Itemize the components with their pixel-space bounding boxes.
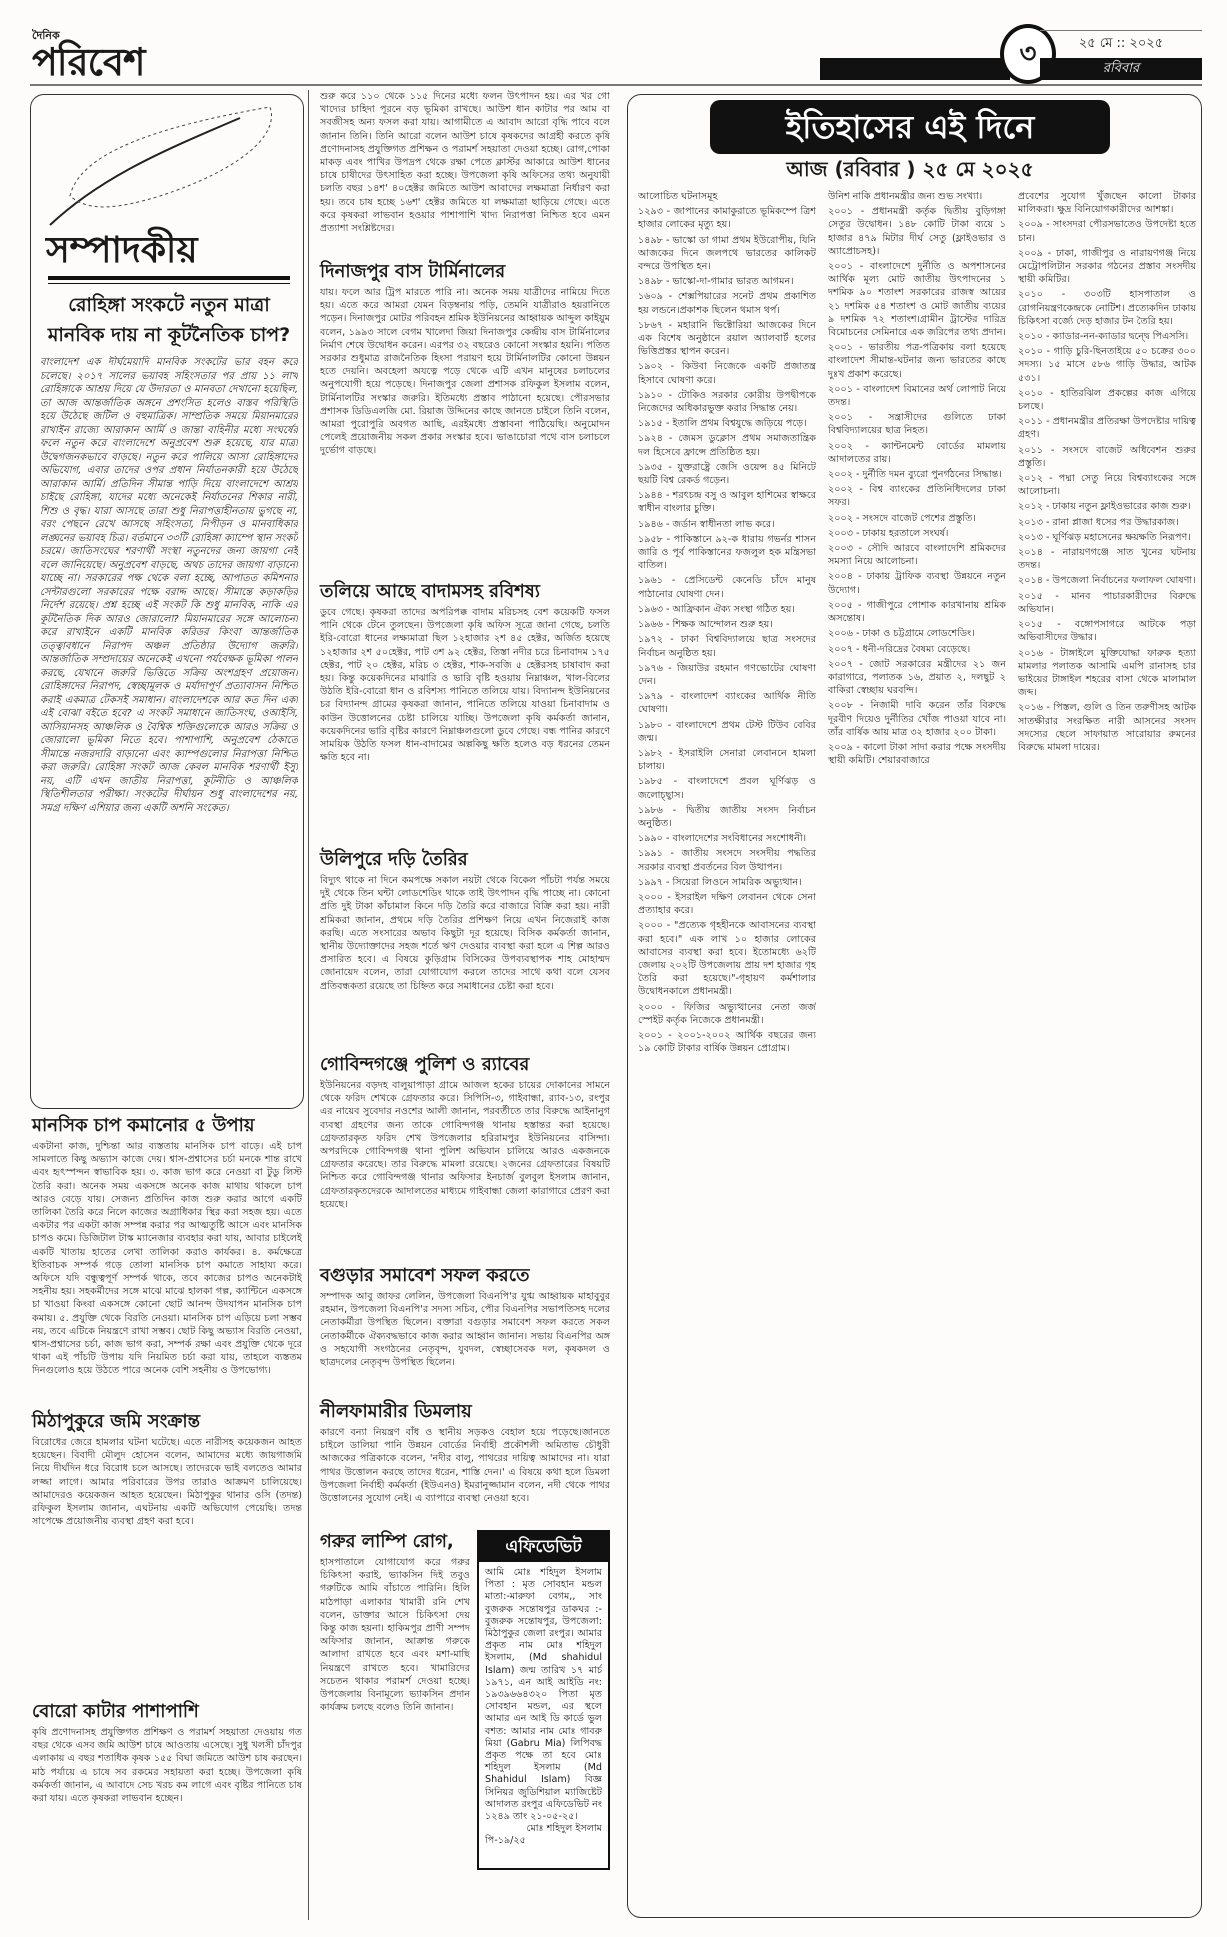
history-event: ২০০২ - সংসদে বাজেট পেশের প্রস্তুতি। [828,512,976,524]
history-event: ২০১৪ - নারায়ণগঞ্জে সাত খুনের ঘটনায় তদন্ত। [1018,547,1196,572]
history-event: ১৯৬৬ - শিক্ষক আন্দোলন শুরু হয়। [638,619,773,631]
history-event: ১৯১৫ - ইতালি প্রথম বিশ্বযুদ্ধে জড়িয়ে পড়ে। [638,418,807,430]
history-event: ১৪৯৮ - ভাস্কো-দা-গামার ভারত আগমন। [638,276,794,288]
history-event: আলোচিত ঘটনাসমূহ [638,191,718,202]
history-event: ২০০৭ - ধনী-দরিদ্রের বৈষম্য বেড়েছে। [828,643,971,655]
history-column [1018,190,1196,1906]
history-event: ১৯৭২ - ঢাকা বিশ্ববিদ্যালয়ে ছাত্র সংসদের নির্বাচন অনুষ্ঠিত হয়। [638,634,816,659]
article-body: বিরোধের জেরে হামলার ঘটনা ঘটেছে। এতে নারীসহ কয়েকজন আহত হয়েছেন। বিবাদী মৌলুদ হোসেন বলেন, আমাদের মধ্যে জায়গাজমি নিয়ে দীর্ঘদিন ধরে বিরোধ চলে আসছে। তাদেরকে ভাই বলতেও আমার লজ্জা লাগে। আমার পরিবারের উপর তারাও আক্রমণ চালিয়েছে। আমাদেরও কয়েকজন আহত হয়েছেন। মিঠাপুকুর থানার ওসি (তদন্ত) রফিকুল ইসলাম জানান, এঘটনায় একটি অভিযোগ পেয়েছি। তদন্ত সাপেক্ষে প্রয়োজনীয় ব্যবস্থা গ্রহণ করা হবে। [32,1437,302,1528]
editorial-rule [48,276,290,280]
history-event: ১৯৪৪ - শরৎচন্দ্র বসু ও আবুল হাশিমের স্বাক্ষরে স্বাধীন বাংলার চুক্তি। [638,490,816,515]
history-event: ১৬০৯ - শেক্সপিয়ারের সনেট প্রথম প্রকাশিত হয় লন্ডনে।প্রকাশক ছিলেন থমাস থর্প। [638,291,816,316]
history-event: ২০০৬ - ঢাকা ও চট্টগ্রামে লোডশেডিং। [828,628,975,640]
logo-title: পরিবেশ [32,39,145,84]
article-title: নীলফামারীর ডিমলায় [320,1401,472,1422]
history-event: ২০১৬ - টাঙ্গাইলে মুক্তিযোদ্ধা ফারুক হত্যা মামলার পলাতক আসামি এমপি রানাসহ চার ভাইয়ের টাঙ্গাইল শহরের বাসা থেকে মালামাল জব্দ। [1018,647,1196,699]
history-event: ১৯৩৫ - যুক্তরাষ্ট্রে জেসি ওয়েন্স ৪৫ মিনিটে ছয়টি বিশ্ব রেকর্ড গড়েন। [638,461,816,487]
feather-quill-icon [40,100,290,230]
history-event: ১৯৬১ - প্রেসিডেন্ট কেনেডি চাঁদে মানুষ পাঠানোর ঘোষণা দেন। [638,575,816,600]
history-event: ২০১০ - ৩০৩টি হাসপাতাল ও রোগনিয়ন্ত্রণকেন্দ্রকে নোটিশ। প্রত্যেকদিন ঢাকায় চিকিৎসা বর্জ্যে দেড় হাজার টন তৈরি হয়। [1018,289,1196,327]
history-event: ১৯২৪ - জেমস ডুক্লোস প্রথম সমাজতান্ত্রিক দল হিসেবে ফ্রান্সে প্রতিষ্ঠিত হয়। [638,433,816,458]
history-event: ২০০৯ - সাংসদরা পৌরসভাতেও উপদেষ্টা হতে চান। [1018,219,1196,244]
history-event: ২০০৪ - ঢাকায় ট্রাফিক ব্যবস্থা উন্নয়নে নতুন উদ্যোগ। [828,571,1006,596]
history-event: ২০০১ - বাংলাদেশ বিমানের অর্থ লোপাট নিয়ে তদন্ত। [828,383,1006,409]
history-column [638,190,816,1906]
article-title: উলিপুরে দড়ি তৈরির [320,849,468,870]
history-event: ২০০৯ - কালো টাকা সাদা করার পক্ষে সংসদীয় স্থায়ী কমিটি। শেয়ারবাজারে [828,741,1006,767]
editorial-body: বাংলাদেশ এক দীর্ঘমেয়াদি মানবিক সংকটের ভার বহন করে চলেছে। ২০১৭ সালের ভয়াবহ সহিংসতার পর প্রায় ১১ লাখ রোহিঙ্গাকে আশ্রয় দিয়ে যে উদারতা ও মানবতা দেখানো হয়েছিল, তা আজ আন্তর্জাতিক অঙ্গনে প্রশংসিত হলেও বাস্তব পরিস্থিতি হয়ে উঠেছে জটিল ও বহুমাত্রিক। সাম্প্রতিক সময়ে মিয়ানমারের রাখাইন রাজ্যে আরাকান আর্মি ও জান্তা বাহিনীর মধ্যে সংঘর্ষের ফলে নতুন করে বাংলাদেশে অনুপ্রবেশ শুরু হয়েছে, যার মাত্রা উদ্বেগজনকভাবে বাড়ছে। নতুন করে পালিয়ে আসা রোহিঙ্গাদের অভিযোগ, এবার তাদের ওপর প্রধান নির্যাতনকারী হয়ে উঠেছে আরাকান আর্মি। প্রতিদিন সীমান্ত পাড়ি দিয়ে বাংলাদেশে আশ্রয় চাইছে রোহিঙ্গা, যাদের মধ্যে অনেকেই নির্যাতনের শিকার নারী, শিশু ও বৃদ্ধ। যারা আসছে তারা শুধু নিরাপত্তাহীনতায় ভুগছে না, বরং পেছনে রেখে আসছে সহিংসতা, নিপীড়ন ও মানবাধিকার লঙ্ঘনের ভয়াবহ চিত্র। বর্তমানে ৩৩টি রোহিঙ্গা ক্যাম্পে স্থান সংকট চরমে। জাতিসংঘের শরণার্থী সংস্থা নতুনদের জন্য জায়গা নেই বলে জানিয়েছে। অনুপ্রবেশ বাড়ছে, অথচ তাদের জায়গা বাড়ানো যাচ্ছে না। সরকারের পক্ষ থেকে বলা হচ্ছে, আপাতত কমিশনার সেন্টারগুলো সরকারের পক্ষে বরাদ্দ আছে। সীমান্তে কড়াকড়ির নির্দেশ রয়েছে। প্রশ্ন হচ্ছে এই সংকট কি শুধু মানবিক, নাকি এর কূটনৈতিক দিক আরও জোরালো? মিয়ানমারের সঙ্গে আলোচনা করে রাখাইনে একটি মানবিক করিডর কিংবা আন্তর্জাতিক তত্ত্বাবধানে নিরাপদ অঞ্চল প্রতিষ্ঠার উদ্যোগ জরুরি। আন্তর্জাতিক সম্প্রদায়ের অনেকেই এখনো পর্যবেক্ষক ভূমিকা পালন করছে, যেখানে জরুরি ভিত্তিতে সক্রিয় অংশগ্রহণ প্রয়োজন। রোহিঙ্গাদের নিরাপদ, স্বেচ্ছামূলক ও মর্যাদাপূর্ণ প্রত্যাবাসন নিশ্চিত করাই একমাত্র টেকসই সমাধান। বাংলাদেশকে আর কত দিন একা এই বোঝা বইতে হবে? এ সংকট সমাধানে জাতিসংঘ, ওআইসি, আসিয়ানসহ আঞ্চলিক ও বৈশ্বিক শক্তিগুলোকে আরও সক্রিয় ও জোরালো ভূমিকা নিতে হবে। পাশাপাশি, অনুপ্রবেশ ঠেকাতে সীমান্তে নজরদারি বাড়ানো এবং ক্যাম্পগুলোর নিরাপত্তা নিশ্চিত করা জরুরি। রোহিঙ্গা সংকট আজ কেবল মানবিক শরণার্থী ইস্যু নয়, এটি এখন জাতীয় নিরাপত্তা, কূটনীতি ও আঞ্চলিক স্থিতিশীলতার পরীক্ষা। সংকটের দীর্ঘায়ন শুধু বাংলাদেশের নয়, সমগ্র দক্ষিণ এশিয়ার জন্য একটি অশনি সংকেত। [40,357,298,814]
history-event: ১৯৮০ - বাংলাদেশে প্রথম টেস্ট টিউব বেবির জন্ম। [638,719,816,744]
history-event: ২০১২ - ঢাকায় নতুন ফ্লাইওভারের কাজ শুরু। [1018,501,1191,513]
history-event: ২০০১ - বাংলাদেশে দুর্নীতি ও অপশাসনের আর্থিক মূল্য মোট জাতীয় উৎপাদনের ১ দশমিক ৯০ শতাংশ সরকারের রাজস্ব আয়ের ২১ দশমিক ৫৪ শতাংশ ও মোট জাতীয় ব্যয়ের ৯ দশমিক ৭২ শতাংশ।গ্রামীন ট্রাস্টের দারিদ্র বিমোচনের সেমিনারে এক জরিপের তথ্য প্রদান। [828,261,1006,339]
history-event: ২০০১ - প্রধানমন্ত্রী কর্তৃক দ্বিতীয় বুড়িগঙ্গা সেতুর উদ্বোধন। ১৪৮ কোটি টাকা ব্যয়ে ১ হাজার ৪৭৯ মিটার দীর্ঘ সেতু (ফ্লাইওভার ও অ্যাপ্রোচসহ)। [828,206,1006,257]
history-event: ১৯৬৩ - আফ্রিকান ঐক্য সংস্থা গঠিত হয়। [638,603,795,615]
affidavit-body: আমি মোঃ শহিদুল ইসলাম পিতা : মৃত সোবহান মন্ডল মাতা:-মারুফা বেগম,, সাং বুজরুক সন্তোষপুর ডাকঘর :- বুজরুক সন্তোষপুর, উপজেলা: মিঠাপুকুর জেলা রংপুর। আমার প্রকৃত নাম মোঃ শহিদুল ইসলাম, (Md shahidul Islam) জন্ম তারিখ ১৭ মার্চ ১৯৭১, এন আই আইডি নং: ১৯৩৯৬৬৪৩২০ পিতা মৃত সোবহান মন্ডল, এর স্থলে আমার এন আই ডি কার্ডে ভুল বশত: আমার নাম মোঃ গাবরু মিয়া (Gabru Mia) লিপিবদ্ধ প্রকৃত পক্ষে তা হবে মোঃ শহিদুল ইসলাম (Md Shahidul Islam) বিজ্ঞ সিনিয়র জুডিশিয়াল ম্যাজিষ্টেট আদালত রংপুর এফিডেভিট নং ১২৪৯ তাং ২১-০৫-২৫। [485,1567,602,1823]
article-body: ডুবে গেছে। কৃষকরা তাদের অপরিপক্ক বাদাম মরিচসহ বেশ কয়েকটি ফসল পানি থেকে টেনে তুলছেন। উপজেলা কৃষি অফিস সূত্রে জানা গেছে, চলতি ইরি-বোরো ধানের লক্ষ্যমাত্রা ছিল ১২হাজার ২শ ৪৫ হেক্টর, অর্জিত হয়েছে ১২হাজার ২শ ৫০হেক্টর, পাট ৩শ ৯২ হেক্টর, তিস্তা নদীর চরে চিনাবাদম ১৭৫ হেক্টর, পাট ২০ হেক্টর, মরিচ ৩ হেক্টর, শাক-সবজি ৫ হেক্টরসহ চাষাবাদ করা হয়। কিন্তু কয়েকদিনের মাঝারি ও ভারি বৃষ্টি হওয়ায় নিম্নাঞ্চল, খাল-বিলের উঠতি ইরি-বোরো ধান ও রবিশস্য পানিতে তলিয়ে যায়। বিদ্যানন্দ ইউনিয়নের চর বিদ্যানন্দ গ্রামের কৃষকরা জানান, পানিতে তলিয়ে যাওয়া চিনাবাদাম ও কাউন উত্তোলনের চেষ্টা চালিয়ে যাচ্ছি। উপজেলা কৃষি কর্মকর্তা জানান, কয়েকদিনের ভারি বৃষ্টির কারণে নিম্নাঞ্চলগুলো ডুবে গেছে। বন্ধ পানির কারণে সাময়িক উঠতি ফসল ধান-বাদামের অল্পকিছু ক্ষতি হলেও বড় ধরনের তেমন ক্ষতি হবে না। [320,607,610,764]
article-body: হাসপাতালে যোগাযোগ করে গরুর চিকিৎসা করাই, ভ্যাকসিন দিই তবুও গরুটিকে আমি বাঁচাতে পারিনি। হিলি মাঠপাড়া এলাকার খামারী রনি শেখ বলেন, ডাক্তার আসে চিকিৎসা দেয় কিন্তু কাজ হয়না। হাকিমপুর প্রাণী সম্পদ অফিসার জানান, আক্রান্ত গরুকে আলাদা রাখতে হবে এবং মশা-মাছি নিয়ন্ত্রণে রাখতে হবে। খামারিদের সচেতন থাকার পরামর্শ দেওয়া হচ্ছে। উপজেলায় বিনামূল্যে ভ্যাকসিন প্রদান কার্যক্রম চলছে বলেও তিনি জানান। [320,1557,470,1714]
history-event: ১৪৯৮ - ভাস্কো ডা গামা প্রথম ইউরোপীয়, যিনি আজকের দিনে জলপথে ভারতের কালিকট বন্দরে উপস্থিত হন। [638,234,816,273]
history-event: ২০১৪ - উপজেলা নির্বাচনের ফলাফল ঘোষণা। [1018,575,1196,587]
affidavit-box [477,1530,610,1870]
column-divider [308,90,309,1920]
article-title: গোবিন্দগঞ্জে পুলিশ ও র‍্যাবের [320,1054,530,1075]
logo-small-text: দৈনিক [32,29,60,42]
page-number-bar [820,58,1010,80]
history-event: ২০১৫ - মানব পাচারকারীদের বিরুদ্ধে অভিযান। [1018,590,1196,615]
history-event: ২০০১ - সন্ত্রাসীদের গুলিতে ঢাকা বিশ্ববিদ্যালয়ের ছাত্র নিহত। [828,412,1006,437]
history-subtitle: আজ (রবিবার ) ২৫ মে ২০২৫ [786,157,1034,181]
history-event: ২০১৩ - ঘূর্ণিঝড় মহাসেনের ক্ষয়ক্ষতি নিরূপণ। [1018,531,1191,543]
history-event: ২০০২ - দুর্নীতি দমন ব্যুরো পুনর্গঠনের সিদ্ধান্ত। [828,469,1002,481]
history-event: ১৯৮৫ - বাংলাদেশে প্রবল ঘূর্ণিঝড় ও জলোচ্ছ্বাস। [638,776,816,801]
article-title: মিঠাপুকুরে জমি সংক্রান্ত [32,1411,201,1432]
page-number: ৩ [1000,24,1056,84]
article-title: বোরো কাটার পাশাপাশি [32,1701,199,1722]
history-event: ১৯৪৬ - জর্ডান স্বাধীনতা লাভ করে। [638,518,775,530]
history-event: ২০১৫ - বঙ্গোপসাগরে আটকে পড়া অভিবাসীদের উদ্ধার। [1018,619,1196,644]
history-event: প্রবেশের সুযোগ খুঁজছেন কালো টাকার মালিকরা। ক্ষুদ্র বিনিয়োগকারীদের আশঙ্কা। [1018,191,1196,216]
history-column [828,190,1006,1906]
history-event: ১৯৫৮ - পাকিস্তানে ৯২-ক ধারায় গভর্নর শাসন জারি ও পূর্ব পাকিস্তানের ফজলুল হক মন্ত্রিসভা বাতিল। [638,533,816,572]
editorial-rule-thin [48,283,290,284]
history-event: ১৯৯৭ - সিয়েরা লিওনে সামরিক অভ্যুত্থান। [638,876,802,888]
issue-date: ২৫ মে :: ২০২৫ [1040,30,1202,53]
article-body: কারণে বন্যা নিয়ন্ত্রণ বাঁধ ও স্থানীয় সড়কও বেহাল হয়ে পড়েছে।জানতে চাইলে ডালিয়া পানি উন্নয়ন বোর্ডের নির্বাহী প্রকৌশলী অমিতাভ চৌধুরী আজকের পত্রিকাকে বলেন, 'নদীর বালু, পাথরের দায়িত্ব আমাদের না। যারা পাথর উত্তোলন করছে তাদের ধরেন, শাস্তি দেন।' এ বিষয়ে কথা হলে ডিমলা উপজেলা নির্বাহী কর্মকর্তা (ইউএনও) ইমরানুজ্জামান বলেন, নদী থেকে পাথর উত্তোলনের সুযোগ নেই। এ ব্যাপারে ব্যবস্থা নেওয়া হবে। [320,1427,610,1505]
article-title: দিনাজপুর বাস টার্মিনালের [320,261,506,282]
history-event: ২০১০ - গাড়ি চুরি-ছিনতাইয়ে ৫০ চক্রের ৩০০ সদস্য। ১৫ মাসে ৫৮৬ গাড়ি উদ্ধার, আটক ৫৩১। [1018,346,1196,384]
history-title: ইতিহাসের এই দিনে [710,100,1110,154]
history-event: ১২৯৩ - জাপানের কামাকুরাতে ভূমিকম্পে ত্রিশ হাজার লোকের মৃত্যু হয়। [638,206,816,231]
article-body: ইউনিয়নের বড়দহ বালুয়াপাড়া গ্রামে আজল হকের চায়ের দোকানের সামনে থেকে ফরিদ শেখকে গ্রেফতার করে। সিপিসি-৩, গাইবান্ধা, র‍্যাব-১৩, রংপুর এর নায়েব সুবেদার নওশের আলী জানান, পরবর্তীতে তার বিরুদ্ধে আইনানুগ ব্যবস্থা গ্রহণের জন্য তাকে গোবিন্দগঞ্জ থানায় হস্তান্তর করা হয়েছে। গ্রেফতারকৃত ফরিদ শেখ উপজেলার হরিরামপুর ইউনিয়নের বাসিন্দা। অপরদিকে গোবিন্দগঞ্জ থানা পুলিশ অভিযান চালিয়ে আরও একজনকে গ্রেফতার করেছে। তার বিরুদ্ধে মামলা রয়েছে। ২জনের গ্রেফতারের বিষয়টি নিশ্চিত করে গোবিন্দগঞ্জ থানার অফিসার ইনচার্জ বুলবুল ইসলাম জানান, গ্রেফতারকৃতদেরকে আদালতের মাধ্যমে গাইবান্ধা জেলা কারাগারে প্রেরণ করা হয়েছে। [320,1080,610,1210]
history-event: ১৯৯০ - বাংলাদেশের সংবিধানের সংশোধনী। [638,833,807,845]
history-event: ১৯৭৯ - বাংলাদেশ ব্যাংকের আর্থিক নীতি ঘোষণা। [638,691,816,716]
history-event: ২০১৬ - পিস্তল, গুলি ও তিন তরুণীসহ আটক সাতক্ষীরার সংরক্ষিত নারী আসনের সংসদ সদস্যের ছেলে সাফায়াত সারোয়ার রুমনের বিরুদ্ধে মামলা দায়ের। [1018,702,1196,753]
history-event: ২০১১ - প্রধানমন্ত্রীর প্রতিরক্ষা উপদেষ্টার দায়িত্ব গ্রহণ। [1018,416,1196,441]
history-event: ২০১২ - পদ্মা সেতু নিয়ে বিশ্বব্যাংকের সঙ্গে আলোচনা। [1018,473,1196,498]
article-body: সম্পাদক আবু জাফর লেলিন, উপজেলা বিএনপি'র যুগ্ম আহ্বায়ক মাহাবুবুর রহমান, উপজেলা বিএনপি'র সদস্য সচিব, পৌর বিএনপির সভাপতিসহ দলের নেতাকর্মীরা উপস্থিত ছিলেন। বক্তারা বগুড়ার সমাবেশ সফল করতে সকল নেতাকর্মীকে ঐক্যবদ্ধভাবে কাজ করার আহ্বান জানান। সভায় বিএনপির অঙ্গ ও সহযোগী সংগঠনের নেতৃবৃন্দ, যুবদল, স্বেচ্ছাসেবক দল, কৃষকদল ও ছাত্রদলের নেতৃবৃন্দ উপস্থিত ছিলেন। [320,1291,610,1369]
history-event: ২০০০ - ইসরাইল দক্ষিণ লেবানন থেকে সেনা প্রত্যাহার করে। [638,891,816,917]
history-event: ২০১১ - সংসদে বাজেট অধিবেশন শুরুর প্রস্তুতি। [1018,444,1196,469]
history-event: ১৯৮৬ - দ্বিতীয় জাতীয় সংসদ নির্বাচন অনুষ্ঠিত। [638,804,816,829]
article-title: বগুড়ার সমাবেশ সফল করতে [320,1265,530,1286]
affidavit-signature: মোঃ শহিদুল ইসলাম [526,1823,602,1835]
history-event: ২০১০ - হাতিরঝিল প্রকল্পের কাজ এগিয়ে চলছে। [1018,387,1196,413]
article-body: শুরু করে ১১০ থেকে ১১৫ দিনের মধ্যে ফলন উৎপাদন হয়। এর খর গো খাদ্যের চাহিদা পূরনে বড় ভূমিকা রাখছে। আউশ ধান কাটার পর আম বা সবজীসহ অন্য ফসল করা যায়। আগামীতে এ আবাদ আরো বৃদ্ধি পাবে বলে জানান তিনি। তিনি আরো বলেন আউশ চাষে কৃষকদের আগ্রহী করতে কৃষি প্রণোদনাসহ প্রযুক্তিগত প্রশিক্ষন ও পরামর্শ সহয়াতা দেওয়া হচ্ছে। রোগ,পোকা মাকড় এবং পাখির উপদ্রপ থেকে রক্ষা পেতে ক্লাস্টর আকারে আউশ ধানের চাষে চাষীদের উৎসাহিত করা হচ্ছে। উপজেলা কৃষি অফিসের তথ্য অনুযায়ী চলতি বছর ১৪শ' ৪০হেক্টর জমিতে আউশ আবাদের লক্ষমাত্রা নির্ধারণ করা হয়। তবে চাষ হচ্ছে ১৬শ' হেক্টর জমিতে যা লক্ষমাত্রা ছাড়িয়ে গেছে। এতে করে কৃষকরা লাভবান হওয়ার পাশাপাশি খাদ্য নিরাপত্তা নিশ্চিত হবে এমন প্রত্যাশা সংশ্লিষ্টদের। [320,91,610,235]
history-event: ১৯৯১ - জাতীয় সংসদে সংসদীয় পদ্ধতির সরকার ব্যবস্থা প্রবর্তনের বিল উত্থাপন। [638,848,816,873]
article-body: একটানা কাজ, দুশ্চিন্তা আর ব্যস্ততায় মানসিক চাপ বাড়ে। এই চাপ সামলাতে কিছু অভ্যাস কাজে দেয়। শ্বাস-প্রশ্বাসের চর্চা মনকে শান্ত রাখে এবং হৃৎস্পন্দন স্বাভাবিক হয়। ৩. কাজ ভাগ করে নেওয়া বা টুডু লিস্ট তৈরি করা। অনেক সময় একসঙ্গে অনেক কাজ মাথায় থাকলে চাপ আরও বেড়ে যায়। সেজন্য প্রতিদিন কাজ শুরু করার আগে একটি তালিকা তৈরি করে নিলে কাজের অগ্রাধিকার স্থির করা সহজ হয়। এতে একটার পর একটা কাজ সম্পন্ন করার পর আত্মতুষ্টি আসে এবং মানসিক চাপও কমে। ডিজিটাল টাস্ক ম্যানেজার ব্যবহার করা যায়, আবার চাইলেই একটি খাতায় হাতের লেখা তালিকা করাও কার্যকর। ৪. কর্মক্ষেত্রে ইতিবাচক সম্পর্ক গড়ে তোলা মানসিক চাপ কমাতে সাহায্য করে। অফিসে যদি বন্ধুত্বপূর্ণ সম্পর্ক থাকে, তবে কাজের চাপও অনেকটাই সহনীয় হয়। সহকর্মীদের সঙ্গে মাঝে মাঝে হালকা গল্প, ক্যান্টিনে একসঙ্গে চা খাওয়া কিংবা একসঙ্গে কোনো ছোট আনন্দ উদযাপন মানসিক চাপ কমায়। ৫. প্রযুক্তি থেকে বিরতি নেওয়া। মানসিক চাপ এড়িয়ে চলা সম্ভব নয়, তবে এটিকে নিয়ন্ত্রণে রাখা সম্ভব। ছোট কিছু অভ্যাস বিরতি নেওয়া, শ্বাস-প্রশ্বাসের চর্চা, কাজ ভাগ করা, সম্পর্ক রক্ষা এবং প্রযুক্তি থেকে দূরে থাকা এই পাঁচটি উপায় যদি নিয়মিত চর্চা করা যায়, তাহলে ব্যস্ততম দিনগুলোও হয়ে উঠতে পারে অনেক বেশি সহনীয় ও উপভোগ্য। [32,1141,302,1377]
history-event: ২০০২ - বিশ্ব ব্যাংকের প্রতিনিধিদলের ঢাকা সফর। [828,484,1006,509]
editorial-headline-line2: মানবিক দায় না কূটনৈতিক চাপ? [47,324,291,346]
history-event: ২০১০ - ক্যাডার-নন-ক্যাডার দ্বন্দ্বে পিএসসি। [1018,331,1189,343]
article-title: তলিয়ে আছে বাদামসহ রবিশষ্য [320,581,540,602]
article-body: বিদ্যুৎ থাকে না দিনে কমপক্ষে সকাল নয়টা থেকে বিকেল পাঁচটা পর্যন্ত সময়ে দুই থেকে তিন ঘন্টা লোডশেডিং থাকে তাই উৎপাদন বৃদ্ধি পাচ্ছে না। কোনো প্রতি দুই টাকা কাঁচামাল কিনে দড়ি তৈরি করে বাজারে বিক্রি করা হয়। নারী শ্রমিকরা জানান, প্রথমে দড়ি তৈরির প্রশিক্ষণ নিয়ে এখন নিজেরাই কাজ করছি। এতে সংসারের অভাব কিছুটা দূর হয়েছে। বিসিক কর্মকর্তা জানান, স্থানীয় উদ্যোক্তাদের সহজ শর্তে ঋণ দেওয়ার ব্যবস্থা করা হলে এ শিল্প আরও প্রসারিত হবে। এ বিষয়ে কুড়িগ্রাম বিসিকের উপব্যবস্থাপক শাহ মোহাম্মদ জোনায়েদ বলেন, তারা যোগাযোগ করলে তাদের সাথে কথা বলে যেসব প্রতিবন্ধকতা রয়েছে তা চিহ্নিত করে সমাধানের চেষ্টা করা হবে। [320,875,610,992]
history-event: ২০০৮ - নিজামী দাবি করেন তাঁর বিরুদ্ধে দূরবীণ দিয়েও দুর্নীতির খোঁজ পাওয়া যাবে না। তাঁর বার্ষিক আয় মাত্র ৩২ হাজার ২০০ টাকা। [828,700,1006,738]
history-event: ২০০২ - ক্যান্টনমেন্ট বোর্ডের মামলায় আদালতের রায়। [828,440,1006,465]
history-event: ২০০৫ - গাজীপুরে পোশাক কারখানায় শ্রমিক অসন্তোষ। [828,599,1006,625]
history-event: ২০০০ - ফিজির অভ্যুত্থানের নেতা জর্জ স্পেইট কর্তৃক নিজেকে প্রধানমন্ত্রী। [638,1001,816,1026]
history-event: উনিশ নাকি প্রধানমন্ত্রীর জন্য শুভ সংখ্যা। [828,191,983,202]
history-event: ২০১৩ - রানা প্লাজা ধসের পর উদ্ধারকাজ। [1018,516,1179,528]
article-title: মানসিক চাপ কমানোর ৫ উপায় [32,1115,255,1136]
history-event: ২০০৩ - সৌদি আরবে বাংলাদেশি শ্রমিকদের সমস্যা নিয়ে আলোচনা। [828,543,1006,568]
history-event: ২০০৭ - জোট সরকারের মন্ত্রীদের ২১ জন কারাগারে, পলাতক ১৬, প্রয়াত ২, দলছুট ২ বাকিরা স্বেচ্ছায় ঘরবন্দি। [828,658,1006,697]
affidavit-title: এফিডেভিট [479,1532,608,1562]
editorial-headline-line1: রোহিঙ্গা সংকটে নতুন মাত্রা [68,294,270,316]
history-event: ১৯০২ - কিউবা নিজেকে একটি প্রজাতন্ত্র হিসাবে ঘোষণা করে। [638,361,816,386]
history-event: ২০০৩ - ঢাকায় হরতালে সংঘর্ষ। [828,527,949,539]
history-event: ২০০১ - ভারতীয় পত্র-পত্রিকায় বলা হয়েছে বাংলাদেশ সীমান্ত-ঘটনার জন্য ভারতের কাছে দুঃখ প্রকাশ করেছে। [828,342,1006,380]
masthead-rule [30,84,1202,86]
masthead-logo [32,30,144,82]
history-event: ২০০৯ - ঢাকা, গাজীপুর ও নারায়ণগঞ্জ নিয়ে মেট্রোপলিটান সরকার গঠনের প্রস্তাব সংসদীয় স্থায়ী কমিটির। [1018,247,1196,286]
affidavit-code: পি-১৯/২৫ [485,1835,526,1847]
history-event: ২০০০ - "প্রত্যেক গৃহহীনকে আবাসনের ব্যবস্থা করা হবে।" এক লাখ ১০ হাজার লোকের আবাসের ব্যবস্থা করা হবে। ইতোমধ্যে ৬২টি জেলায় ২০২টি উপজেলায় প্রায় দশ হাজার গৃহ তৈরি করা হয়েছে।"-গৃহায়ণ কর্মশালার উদ্বোধনকালে প্রধানমন্ত্রী। [638,920,816,998]
editorial-headline [40,290,298,350]
history-event: ১৮৬৭ - মহারানি ভিক্টোরিয়া আজকের দিনে এক বিশেষ অনুষ্ঠানে রয়াল অ্যালবার্ট হলের ভিত্তিপ্রস্তর স্থাপন করেন। [638,319,816,358]
editorial-label: সম্পাদকীয় [46,229,198,271]
article-body: যায়। ফলে আর ট্রিপ মারতে পারি না। অনেক সময় যাত্রীদের নামিয়ে দিতে হয়। এতে করে আমরা যেমন বিড়ম্বনায় পড়ি, তেমনি যাত্রীরাও হয়রানিতে পড়েন। দিনাজপুর মোটর পরিবহন শ্রমিক ইউনিয়নের আহ্বায়ক আব্দুল কাইয়ুম বলেন, ১৯৯৩ সালে বেগম খালেদা জিয়া দিনাজপুর কেন্দ্রীয় বাস টার্মিনালের নির্মাণ শেষে উদ্বোধন করেন। এরপর ৩২ বছরেও কোনো সংস্কার হয়নি। পতিত সরকার শুধুমাত্র রাজনৈতিক হিংসা পরায়ণ হয়ে টার্মিনালটির কোনো উন্নয়ন হতে দেয়নি। অবহেলা অযত্নে পড়ে থেকে এটি এখন মানুষের চলাচলের অনুপযোগী হয়ে পড়েছে। দিনাজপুর জেলা প্রশাসক রফিকুল ইসলাম বলেন, টার্মিনালটির সংস্কার জরুরি। ইতিমধ্যে প্রস্তাব পাঠানো হয়েছে। পৌরসভার প্রশাসক ডিডিএলজি মো. রিয়াজ উদ্দিনের কাছে জানতে চাইলে তিনি বলেন, আমরা পুরোপুরি অবগত আছি, এরইমধ্যে প্রস্তাবনা পাঠিয়েছি। অনুমোদন পেলেই প্রয়োজনীয় সকল প্রকার সংস্কার হবে। ভাঙাচোরা পথে বাস চলাচলে দুর্ভোগ বাড়ছে। [320,287,610,457]
history-event: ২০০১ - ২০০১-২০০২ আর্থিক বছরের জন্য ১৯ কোটি টাকার বার্ষিক উন্নয়ন প্রোগ্রাম। [638,1029,816,1055]
history-event: ১৯১০ - টোকিও সরকার কোরীয় উপদ্বীপকে নিজেদের অধিকারভুক্ত করার সিদ্ধান্ত নেয়। [638,389,816,415]
history-event: ১৯৮২ - ইসরাইলি সেনারা লেবাননে হামলা চালায়। [638,747,816,773]
article-title: গরুর লাম্পি রোগ, [320,1531,454,1552]
issue-day: রবিবার [1040,58,1202,80]
article-body: কৃষি প্রণোদনাসহ প্রযুক্তিগত প্রশিক্ষণ ও পরামর্শ সহয়াতা দেওয়ায় গত বছর থেকে এসব জমি আউশ চাষে আওতায় এসেছে। সুধু খলসী চাঁদপুর এলাকায় এ বছর শতাধিক কৃষক ১৫৫ বিঘা জমিতে আউশ চাষ করছেন। মাঠ পর্যায়ে এ চাষে সব রকমের সহায়তা করা হচ্ছে। উপজেলা কৃষি কর্মকর্তা জানান, এ আবাদে সেচ খরচ কম লাগে এবং বৃষ্টির পানিতে চাষ করা যায়। এতে কৃষকরা লাভবান হচ্ছেন। [32,1727,302,1805]
history-event: ১৯৭৬ - জিয়াউর রহমান গণভোটের ঘোষণা দেন। [638,662,816,687]
